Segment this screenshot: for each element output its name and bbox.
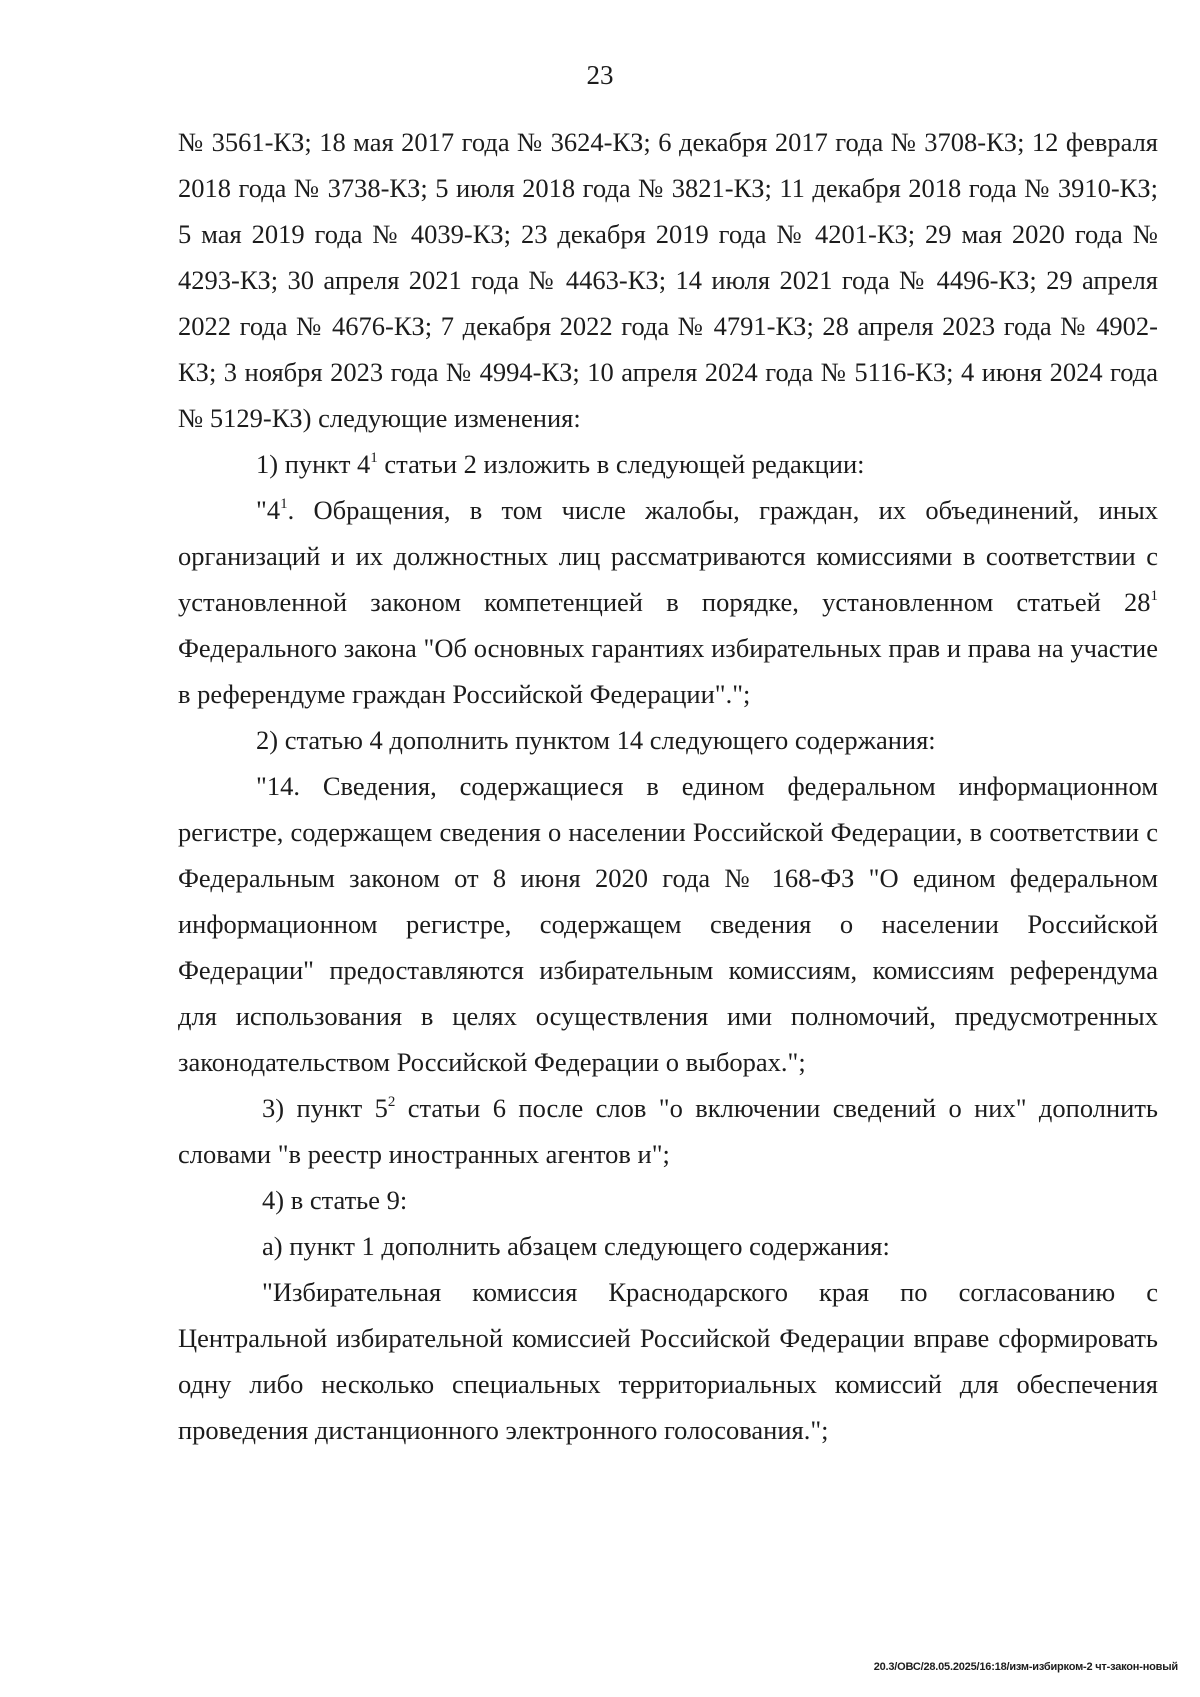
paragraph-item-2: 2) статью 4 дополнить пунктом 14 следующего содержания: <box>256 725 936 755</box>
document-body <box>178 119 1158 1453</box>
paragraph-subitem-a: а) пункт 1 дополнить абзацем следующего содержания: <box>262 1231 890 1261</box>
paragraph-quote-4-1: "$4^1$. Обращения, в том числе жалобы, граждан, их объединений, иных организаций и их должностных лиц рассматриваются комиссиями в соответствии с установленной законом компетенцией в порядке, установленном статьей $28^1$ Федерального закона "Об основных гарантиях избирательных прав и права на участие в референдуме граждан Российской Федерации"."; <box>178 495 1158 709</box>
document-footer-code: 20.3/ОВС/28.05.2025/16:18/изм-избирком-2 чт-закон-новый <box>873 1661 1178 1673</box>
paragraph-quote-14: "14. Сведения, содержащиеся в едином федеральном информационном регистре, содержащем сведения о населении Российской Федерации, в соответствии с Федеральным законом от 8 июня 2020 года № 168-ФЗ "О едином федеральном информационном регистре, содержащем сведения о населении Российской Федерации" предоставляются избирательным комиссиям, комиссиям референдума для использования в целях осуществления ими полномочий, предусмотренных законодательством Российской Федерации о выборах."; <box>178 771 1158 1077</box>
paragraph-law-list: № 3561-КЗ; 18 мая 2017 года № 3624-КЗ; 6 декабря 2017 года № 3708-КЗ; 12 февраля 2018 года № 3738-КЗ; 5 июля 2018 года № 3821-КЗ; 11 декабря 2018 года № 3910-КЗ; 5 мая 2019 года № 4039-КЗ; 23 декабря 2019 года № 4201-КЗ; 29 мая 2020 года № 4293-КЗ; 30 апреля 2021 года № 4463-КЗ; 14 июля 2021 года № 4496-КЗ; 29 апреля 2022 года № 4676-КЗ; 7 декабря 2022 года № 4791-КЗ; 28 апреля 2023 года № 4902-КЗ; 3 ноября 2023 года № 4994-КЗ; 10 апреля 2024 года № 5116-КЗ; 4 июня 2024 года № 5129-КЗ) следующие изменения: <box>178 127 1158 433</box>
page-number: 23 <box>586 60 614 90</box>
paragraph-item-3: 3) пункт $5^2$ статьи 6 после слов "о включении сведений о них" дополнить словами "в реестр иностранных агентов и"; <box>178 1093 1158 1169</box>
paragraph-quote-commission: "Избирательная комиссия Краснодарского края по согласованию с Центральной избирательной комиссией Российской Федерации вправе сформировать одну либо несколько специальных территориальных комиссий для обеспечения проведения дистанционного электронного голосования."; <box>178 1277 1158 1445</box>
paragraph-item-4: 4) в статье 9: <box>262 1185 408 1215</box>
paragraph-item-1: 1) пункт $4^1$ статьи 2 изложить в следующей редакции: <box>256 449 865 479</box>
